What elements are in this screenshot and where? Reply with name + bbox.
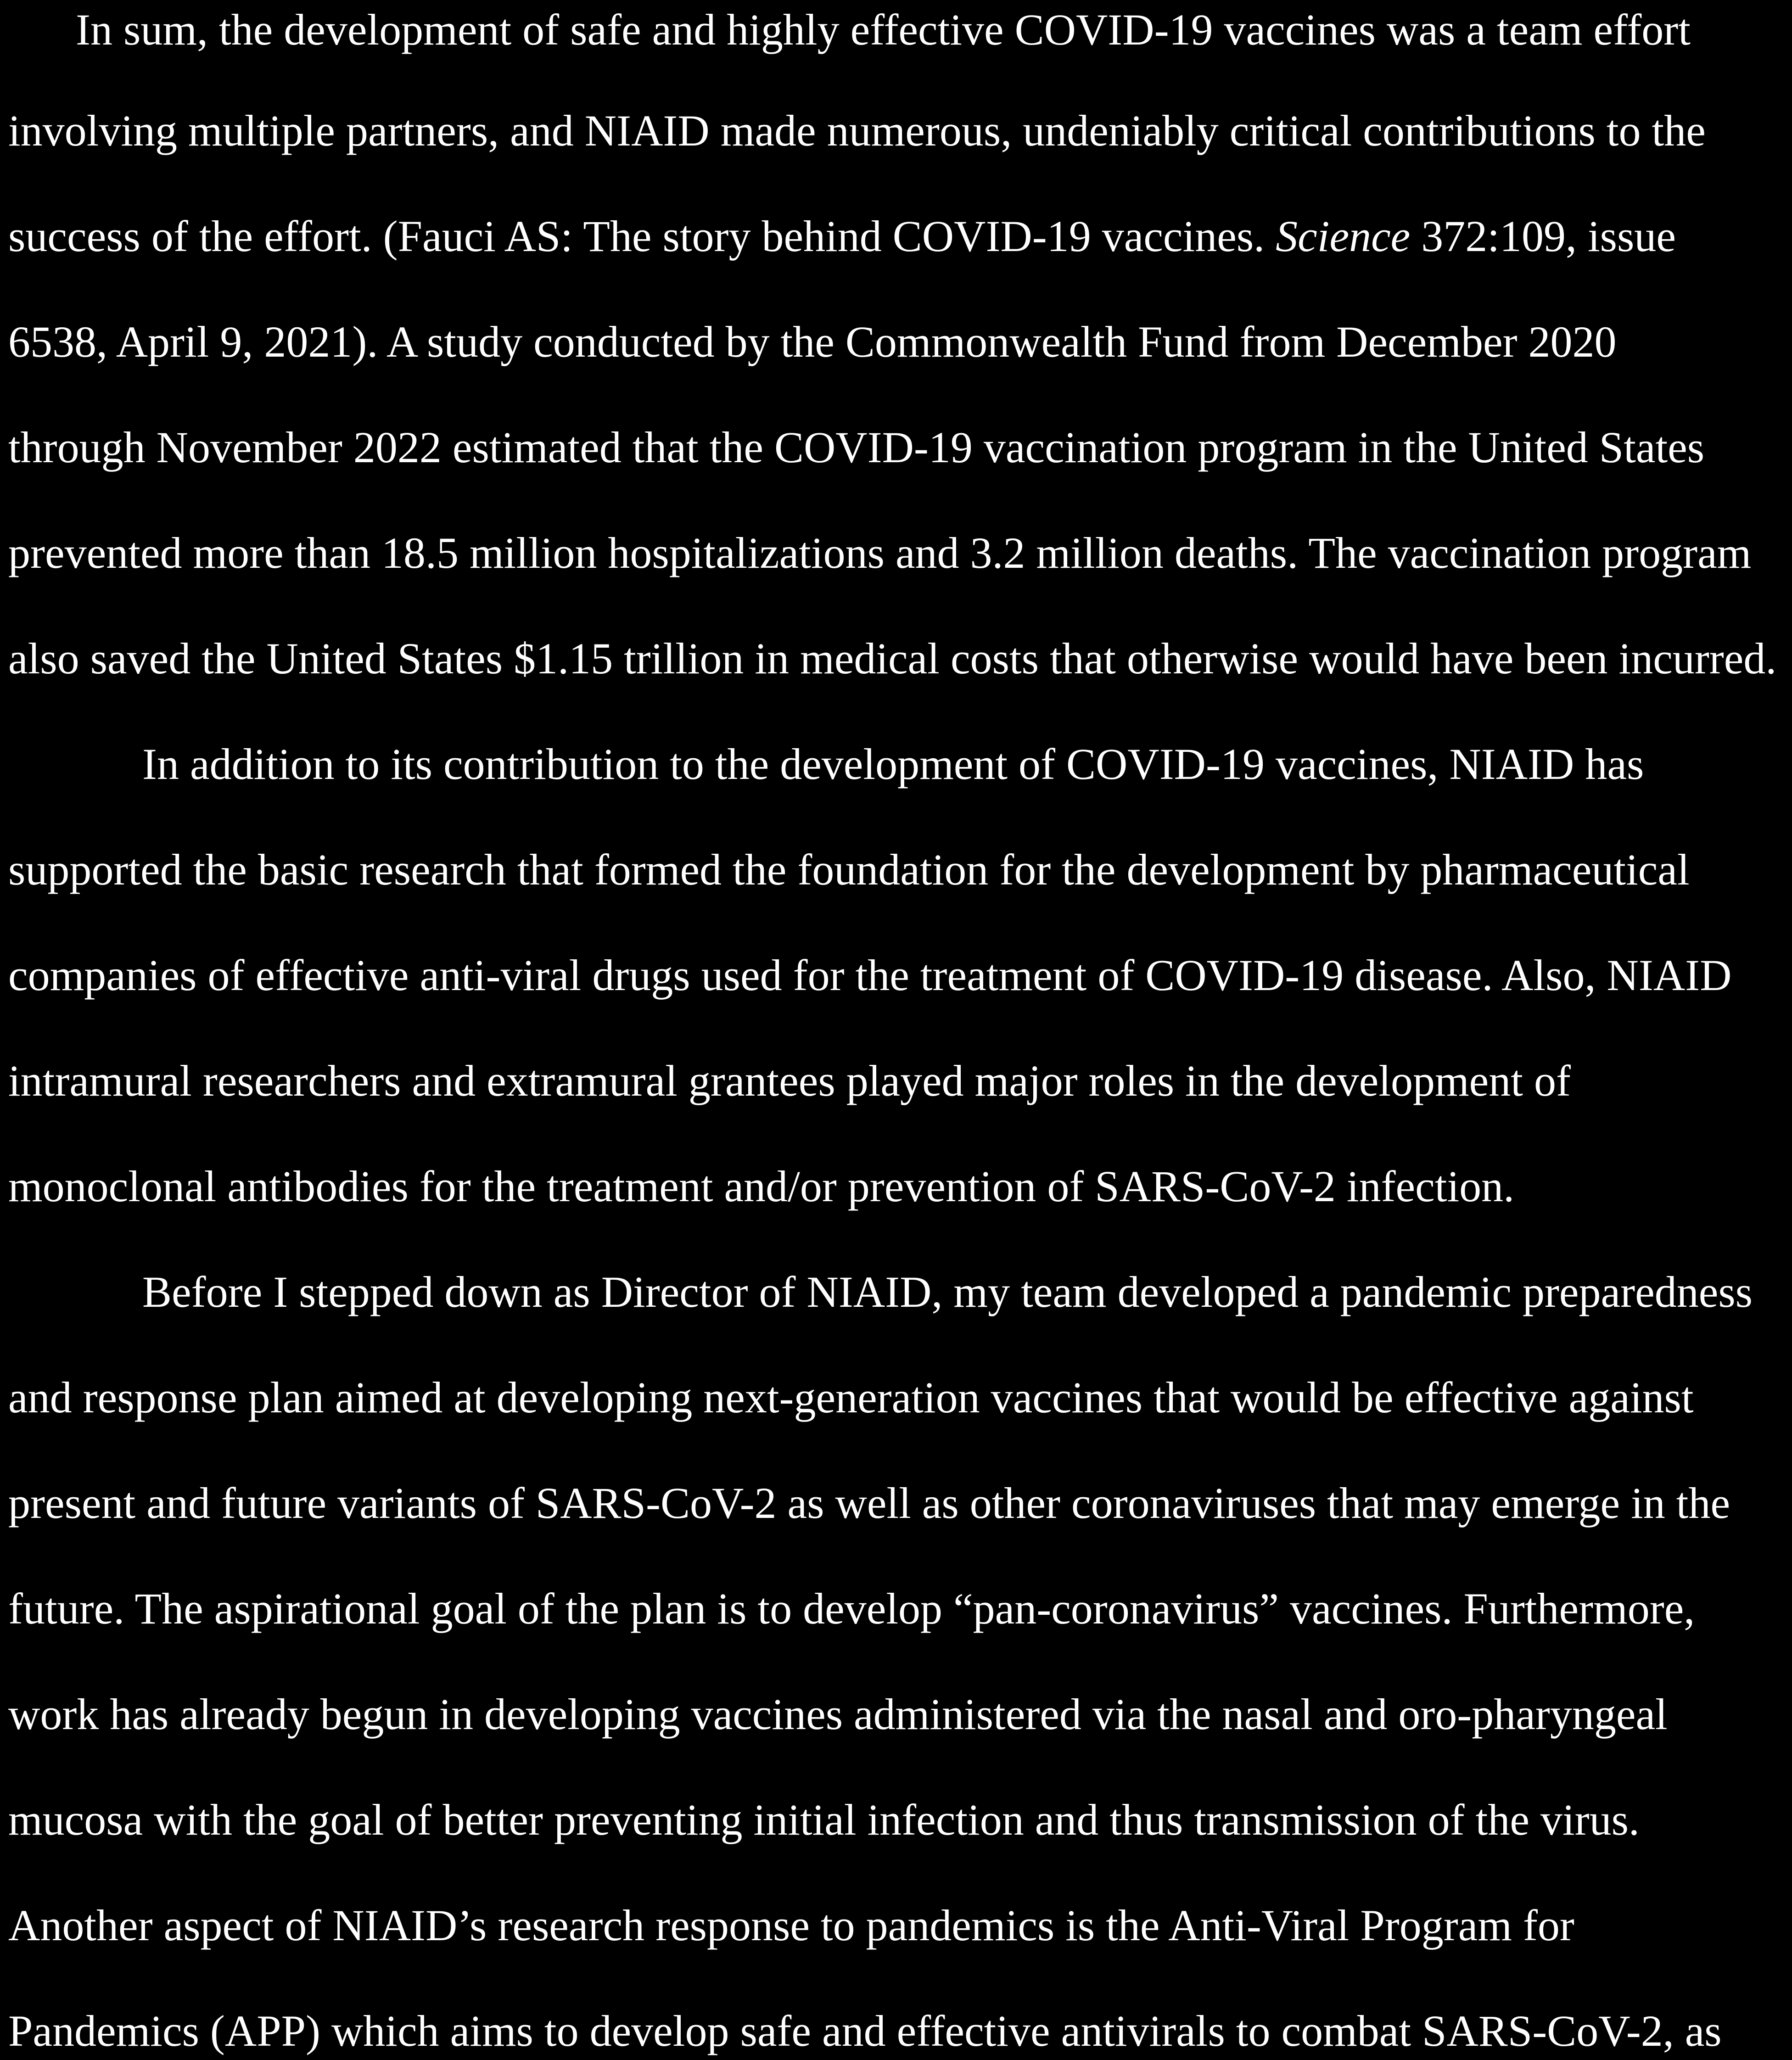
text-line: mucosa with the goal of better preventing initial infection and thus transmission of the virus. — [8, 1795, 1640, 1844]
text-line: intramural researchers and extramural grantees played major roles in the development of — [8, 1056, 1571, 1105]
text-line: through November 2022 estimated that the COVID-19 vaccination program in the United States — [8, 423, 1705, 472]
paragraph-start-line: In addition to its contribution to the development of COVID-19 vaccines, NIAID has — [142, 739, 1644, 789]
text-line: and response plan aimed at developing next-generation vaccines that would be effective against — [8, 1373, 1694, 1422]
text-line: also saved the United States $1.15 trillion in medical costs that otherwise would have been incurred. — [8, 634, 1777, 683]
text-line: work has already begun in developing vaccines administered via the nasal and oro-pharyngeal — [8, 1690, 1668, 1739]
text-segment: success of the effort. (Fauci AS: The story behind COVID-19 vaccines. — [8, 212, 1276, 261]
text-line: future. The aspirational goal of the plan is to develop “pan-coronavirus” vaccines. Furthermore, — [8, 1584, 1695, 1633]
text-line: companies of effective anti-viral drugs used for the treatment of COVID-19 disease. Also, NIAID — [8, 951, 1732, 1000]
text-line: Another aspect of NIAID’s research response to pandemics is the Anti-Viral Program for — [8, 1901, 1574, 1950]
text-line: Pandemics (APP) which aims to develop safe and effective antivirals to combat SARS-CoV-2, as — [8, 2006, 1722, 2055]
paragraph-start-line: Before I stepped down as Director of NIAID, my team developed a pandemic preparedness — [142, 1267, 1753, 1316]
text-line: monoclonal antibodies for the treatment and/or prevention of SARS-CoV-2 infection. — [8, 1162, 1515, 1211]
text-line: present and future variants of SARS-CoV-2 as well as other coronaviruses that may emerge in the — [8, 1478, 1730, 1528]
text-line: 6538, April 9, 2021). A study conducted by the Commonwealth Fund from December 2020 — [8, 317, 1617, 366]
journal-title: Science — [1276, 212, 1411, 261]
text-line: In sum, the development of safe and highly effective COVID-19 vaccines was a team effort — [76, 5, 1691, 54]
text-line-with-citation — [8, 211, 1676, 262]
text-line: involving multiple partners, and NIAID made numerous, undeniably critical contributions to the — [8, 106, 1706, 155]
text-segment: 372:109, issue — [1410, 212, 1676, 261]
text-line: supported the basic research that formed the foundation for the development by pharmaceutical — [8, 845, 1690, 894]
text-line: prevented more than 18.5 million hospitalizations and 3.2 million deaths. The vaccination program — [8, 528, 1752, 577]
